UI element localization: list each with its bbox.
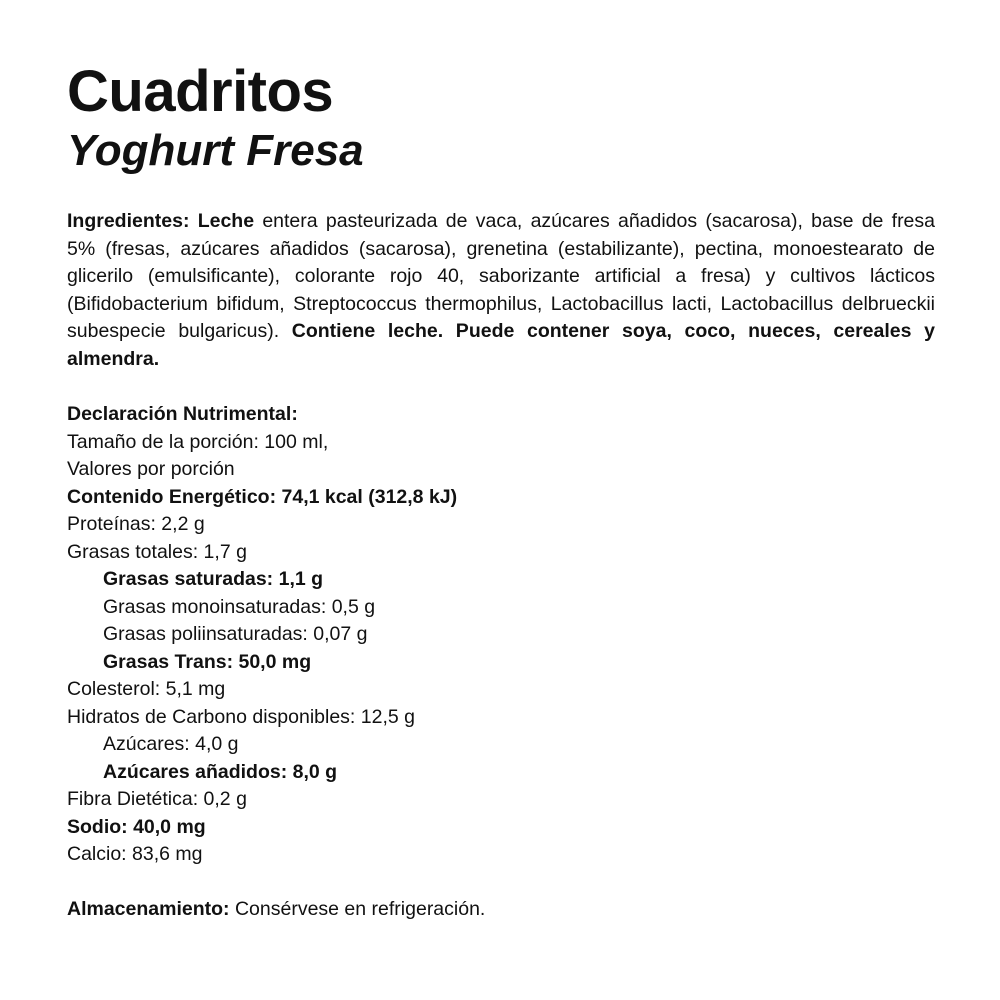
sugars: Azúcares: 4,0 g: [103, 733, 239, 755]
storage-instructions: [67, 896, 935, 924]
nutrition-heading: Declaración Nutrimental:: [67, 403, 298, 425]
allergen-warning: Contiene leche. Puede contener soya, coco, nueces, cereales y almendra.: [67, 320, 935, 370]
values-per-serving: Valores por porción: [67, 458, 235, 480]
product-title: Cuadritos: [67, 59, 334, 124]
cholesterol: Colesterol: 5,1 mg: [67, 678, 226, 700]
added-sugars: Azúcares añadidos: 8,0 g: [103, 760, 338, 783]
polyunsaturated-fat: Grasas poliinsaturadas: 0,07 g: [103, 623, 368, 645]
dietary-fiber: Fibra Dietética: 0,2 g: [67, 788, 247, 810]
ingredients-lead: Leche: [197, 210, 255, 232]
ingredients-label: Ingredientes:: [67, 210, 190, 232]
ingredients-text: entera pasteurizada de vaca, azúcares añadidos (sacarosa), base de fresa 5% (fresas, azúcares añadidos (sacarosa), grenetina (estabilizante), pectina, monoestearato de glicerilo (emulsificante), colorante rojo 40, saborizante artificial a fresa) y cultivos lácticos (Bifidobacterium bifidum, Streptococcus thermophilus, Lactobacillus lacti, Lactobacillus delbrueckii subespecie bulgaricus).: [67, 210, 935, 342]
energy-content: Contenido Energético: 74,1 kcal (312,8 kJ): [67, 485, 458, 508]
ingredients-paragraph: [67, 208, 935, 373]
carbohydrates: Hidratos de Carbono disponibles: 12,5 g: [67, 705, 415, 728]
trans-fat: Grasas Trans: 50,0 mg: [103, 650, 312, 673]
storage-label: Almacenamiento:: [67, 897, 230, 920]
protein: Proteínas: 2,2 g: [67, 513, 205, 535]
saturated-fat: Grasas saturadas: 1,1 g: [103, 568, 324, 590]
nutrition-declaration: [67, 401, 935, 869]
serving-size: Tamaño de la porción: 100 ml,: [67, 430, 329, 453]
storage-text: Consérvese en refrigeración.: [229, 897, 486, 920]
product-subtitle: Yoghurt Fresa: [67, 126, 364, 175]
product-label: [67, 60, 935, 923]
calcium: Calcio: 83,6 mg: [67, 843, 203, 865]
sodium: Sodio: 40,0 mg: [67, 815, 206, 838]
total-fat: Grasas totales: 1,7 g: [67, 540, 247, 563]
monounsaturated-fat: Grasas monoinsaturadas: 0,5 g: [103, 595, 376, 618]
